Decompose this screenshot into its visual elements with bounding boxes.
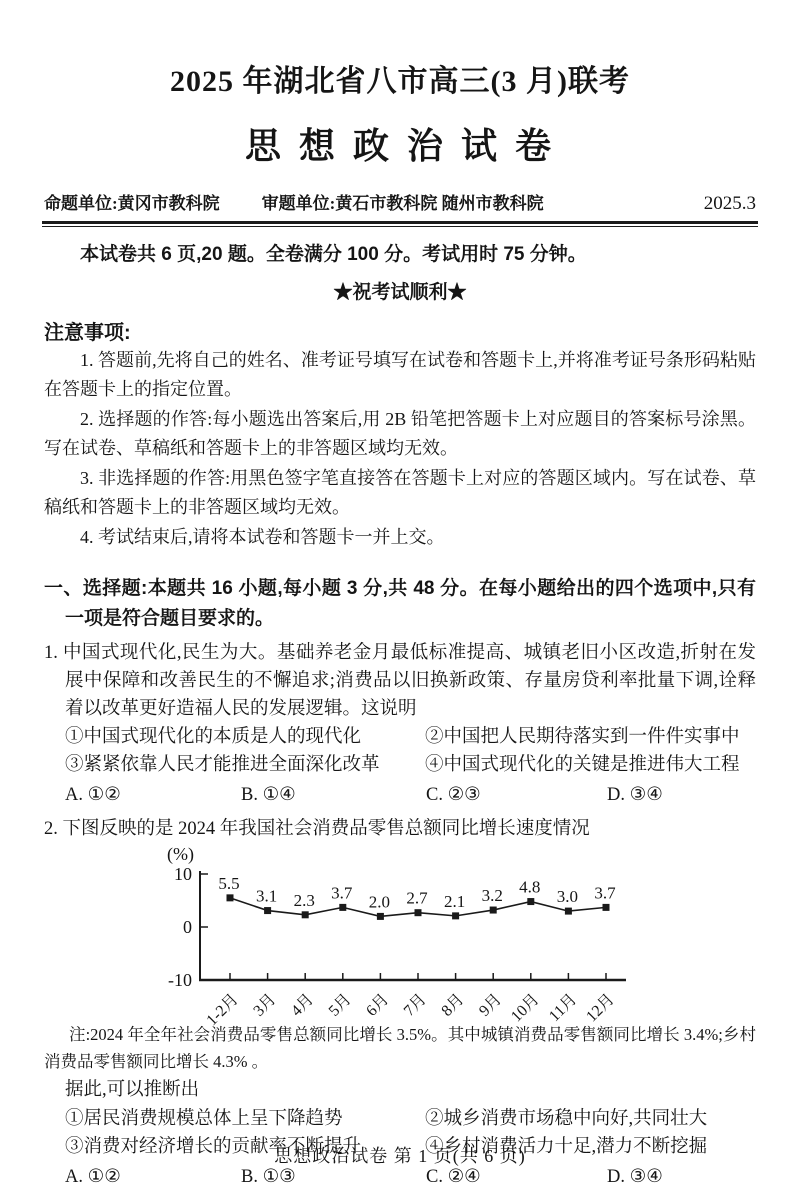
svg-text:9月: 9月 xyxy=(476,990,506,1020)
svg-text:10: 10 xyxy=(174,864,192,884)
statement: ④中国式现代化的关键是推进伟大工程 xyxy=(425,754,740,775)
choice-c: C. ②③ xyxy=(426,785,481,805)
statement: ①居民消费规模总体上呈下降趋势 xyxy=(65,1109,343,1129)
chart-note: 注:2024 年全年社会消费品零售总额同比增长 3.5%。其中城镇消费品零售额同比增长 3.4%;乡村消费品零售额同比增长 4.3% 。 xyxy=(44,1025,756,1071)
notice-item-2: 2. 选择题的作答:每小题选出答案后,用 2B 铅笔把答题卡上对应题目的答案标号涂黑。写在试卷、草稿纸和答题卡上的非答题区域均无效。 xyxy=(44,409,756,458)
svg-text:2.3: 2.3 xyxy=(293,890,315,910)
question-1-number: 1. xyxy=(44,643,58,663)
svg-text:(%): (%) xyxy=(167,844,194,864)
choice-b: B. ①③ xyxy=(241,1167,296,1187)
svg-text:8月: 8月 xyxy=(438,990,468,1020)
retail-growth-line-chart xyxy=(148,844,800,1030)
exam-subject-title: 思 想 政 治 试 卷 xyxy=(244,125,555,166)
page-footer: 思想政治试卷 第 1 页(共 6 页) xyxy=(274,1146,526,1166)
choice-c: C. ②④ xyxy=(426,1167,481,1187)
svg-text:4月: 4月 xyxy=(288,990,318,1020)
choice-b: B. ①④ xyxy=(241,785,296,805)
svg-text:-10: -10 xyxy=(168,970,192,990)
svg-text:2.7: 2.7 xyxy=(406,888,428,908)
statement: ②城乡消费市场稳中向好,共同壮大 xyxy=(425,1109,708,1129)
notice-item-3: 3. 非选择题的作答:用黑色签字笔直接答在答题卡上对应的答题区域内。写在试卷、草稿纸和答题卡上的非答题区域均无效。 xyxy=(44,468,756,517)
question-2-prompt: 据此,可以推断出 xyxy=(65,1080,200,1100)
choice-a: A. ①② xyxy=(65,1167,121,1187)
notice-title: 注意事项: xyxy=(44,322,131,344)
question-2-number: 2. xyxy=(44,819,58,839)
header-divider xyxy=(42,221,758,227)
chart-canvas xyxy=(148,845,678,1045)
svg-text:2.1: 2.1 xyxy=(443,891,466,911)
svg-text:5月: 5月 xyxy=(325,990,355,1020)
choice-d: D. ③④ xyxy=(607,785,663,805)
svg-text:7月: 7月 xyxy=(400,990,430,1020)
svg-text:10月: 10月 xyxy=(507,990,543,1026)
section-header-choice: 一、选择题:本题共 16 小题,每小题 3 分,共 48 分。在每小题给出的四个选项中,只有一项是符合题目要求的。 xyxy=(44,578,756,629)
svg-text:3.1: 3.1 xyxy=(255,886,278,906)
svg-text:3.7: 3.7 xyxy=(594,883,616,903)
statement: ④乡村消费活力十足,潜力不断挖掘 xyxy=(425,1136,708,1157)
exam-title: 2025 年湖北省八市高三(3 月)联考 xyxy=(170,65,630,98)
statement: ②中国把人民期待落实到一件件实事中 xyxy=(425,727,740,747)
question-2-text: 下图反映的是 2024 年我国社会消费品零售总额同比增长速度情况 xyxy=(62,819,590,839)
svg-text:12月: 12月 xyxy=(583,990,618,1026)
statement: ③紧紧依靠人民才能推进全面深化改革 xyxy=(65,754,380,775)
svg-text:11月: 11月 xyxy=(545,990,581,1026)
question-1-choices xyxy=(44,781,756,810)
svg-text:5.5: 5.5 xyxy=(218,873,240,893)
exam-date: 2025.3 xyxy=(703,193,756,214)
svg-text:6月: 6月 xyxy=(363,990,393,1020)
question-1-statements xyxy=(44,724,756,779)
exam-meta-line: 本试卷共 6 页,20 题。全卷满分 100 分。考试用时 75 分钟。 xyxy=(80,244,587,265)
choice-a: A. ①② xyxy=(65,785,121,805)
svg-text:0: 0 xyxy=(183,917,192,937)
svg-text:3.0: 3.0 xyxy=(556,887,579,907)
setter-unit: 命题单位:黄冈市教科院 xyxy=(44,194,220,213)
svg-text:4.8: 4.8 xyxy=(519,877,541,897)
question-1-stem xyxy=(44,639,756,723)
svg-text:3.7: 3.7 xyxy=(331,883,353,903)
good-luck-line: ★祝考试顺利★ xyxy=(333,282,467,303)
question-2-stem xyxy=(44,815,756,843)
question-1-text: 中国式现代化,民生为大。基础养老金月最低标准提高、城镇老旧小区改造,折射在发展中保障和改善民生的不懈追求;消费品以旧换新政策、存量房贷利率批量下调,诠释着以改革更好造福人民的发展逻辑。这说明 xyxy=(62,643,756,719)
reviewer-unit: 审题单位:黄石市教科院 随州市教科院 xyxy=(261,194,544,213)
choice-d: D. ③④ xyxy=(607,1167,663,1187)
svg-text:2.0: 2.0 xyxy=(368,892,391,912)
svg-text:1-2月: 1-2月 xyxy=(203,990,242,1030)
exam-info-row xyxy=(44,189,756,215)
statement: ③消费对经济增长的贡献率不断提升 xyxy=(65,1136,362,1157)
svg-text:3.2: 3.2 xyxy=(481,886,503,906)
notice-item-1: 1. 答题前,先将自己的姓名、准考证号填写在试卷和答题卡上,并将准考证号条形码粘贴在答题卡上的指定位置。 xyxy=(44,350,756,399)
svg-text:3月: 3月 xyxy=(250,990,280,1020)
statement: ①中国式现代化的本质是人的现代化 xyxy=(65,727,362,747)
notice-item-4: 4. 考试结束后,请将本试卷和答题卡一并上交。 xyxy=(80,527,445,547)
